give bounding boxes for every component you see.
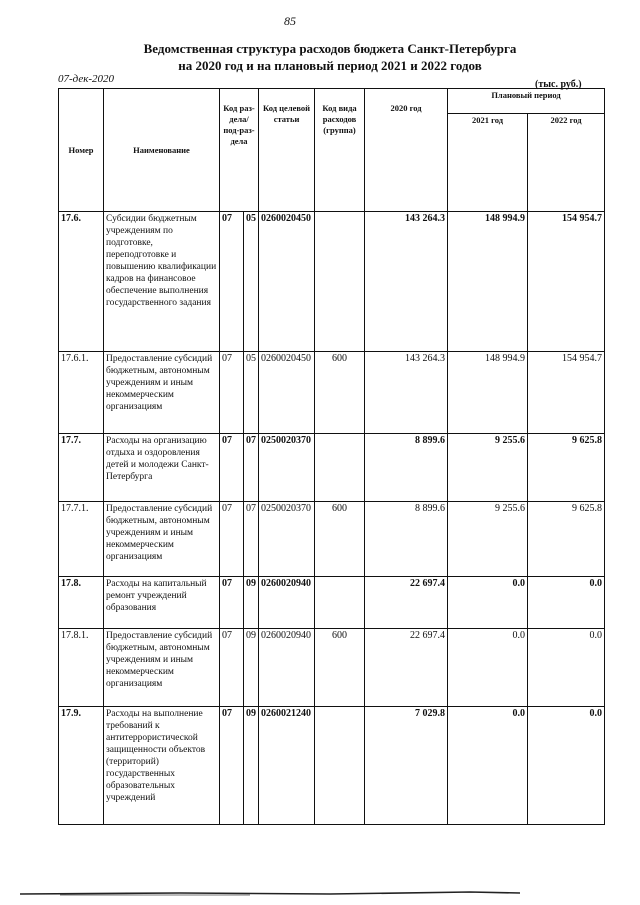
row-name: Расходы на выполнение требований к антитеррористической защищенности объектов (территорий) государственных образовательных учреждений <box>104 707 220 825</box>
scan-edge-mark <box>0 889 640 897</box>
row-2021: 148 994.9 <box>448 352 528 434</box>
units-label: (тыс. руб.) <box>535 79 582 90</box>
table-row <box>59 629 605 707</box>
row-target: 0250020370 <box>259 502 315 577</box>
row-subsection: 09 <box>244 629 259 707</box>
header-number: Номер <box>59 89 104 212</box>
row-expense: 600 <box>315 502 365 577</box>
row-2020: 7 029.8 <box>365 707 448 825</box>
row-expense <box>315 577 365 629</box>
row-number: 17.7. <box>59 434 104 502</box>
row-2021: 148 994.9 <box>448 212 528 352</box>
row-expense: 600 <box>315 629 365 707</box>
row-2020: 22 697.4 <box>365 629 448 707</box>
page-number: 85 <box>284 14 296 28</box>
row-2020: 22 697.4 <box>365 577 448 629</box>
row-target: 0260021240 <box>259 707 315 825</box>
table-row <box>59 434 605 502</box>
row-section: 07 <box>220 352 244 434</box>
row-2022: 0.0 <box>528 629 605 707</box>
row-target: 0260020450 <box>259 212 315 352</box>
header-2022: 2022 год <box>528 114 605 212</box>
row-number: 17.8.1. <box>59 629 104 707</box>
row-subsection: 09 <box>244 707 259 825</box>
row-2022: 9 625.8 <box>528 434 605 502</box>
row-target: 0260020940 <box>259 577 315 629</box>
header-2021: 2021 год <box>448 114 528 212</box>
row-number: 17.9. <box>59 707 104 825</box>
row-2021: 9 255.6 <box>448 502 528 577</box>
row-expense <box>315 212 365 352</box>
row-name: Предоставление субсидий бюджетным, автономным учреждениям и иным некоммерческим организациям <box>104 352 220 434</box>
row-2020: 143 264.3 <box>365 212 448 352</box>
row-name: Предоставление субсидий бюджетным, автономным учреждениям и иным некоммерческим организациям <box>104 502 220 577</box>
row-number: 17.6. <box>59 212 104 352</box>
row-target: 0250020370 <box>259 434 315 502</box>
table-row <box>59 707 605 825</box>
row-section: 07 <box>220 212 244 352</box>
row-subsection: 07 <box>244 502 259 577</box>
row-name: Расходы на организацию отдыха и оздоровления детей и молодежи Санкт-Петербурга <box>104 434 220 502</box>
row-2022: 0.0 <box>528 707 605 825</box>
row-target: 0260020940 <box>259 629 315 707</box>
row-subsection: 05 <box>244 212 259 352</box>
row-name: Субсидии бюджетным учреждениям по подготовке, переподготовке и повышению квалификации кадров на финансовое обеспечение выполнения государственного задания <box>104 212 220 352</box>
header-section: Код раз-дела/ под-раз-дела <box>220 89 259 212</box>
row-number: 17.6.1. <box>59 352 104 434</box>
header-2020: 2020 год <box>365 89 448 212</box>
row-2022: 0.0 <box>528 577 605 629</box>
table-row <box>59 212 605 352</box>
row-2021: 0.0 <box>448 629 528 707</box>
row-section: 07 <box>220 707 244 825</box>
title-line-2: на 2020 год и на плановый период 2021 и 2022 годов <box>178 58 482 73</box>
row-2022: 154 954.7 <box>528 352 605 434</box>
row-2021: 0.0 <box>448 707 528 825</box>
row-name: Предоставление субсидий бюджетным, автономным учреждениям и иным некоммерческим организациям <box>104 629 220 707</box>
row-expense <box>315 707 365 825</box>
row-section: 07 <box>220 434 244 502</box>
row-2022: 154 954.7 <box>528 212 605 352</box>
row-section: 07 <box>220 629 244 707</box>
header-planned-period: Плановый период <box>448 89 605 114</box>
table-row <box>59 502 605 577</box>
table-row <box>59 352 605 434</box>
row-section: 07 <box>220 502 244 577</box>
row-name: Расходы на капитальный ремонт учреждений образования <box>104 577 220 629</box>
row-subsection: 07 <box>244 434 259 502</box>
row-number: 17.8. <box>59 577 104 629</box>
header-name: Наименование <box>104 89 220 212</box>
row-expense: 600 <box>315 352 365 434</box>
row-subsection: 05 <box>244 352 259 434</box>
document-title <box>60 40 600 74</box>
row-subsection: 09 <box>244 577 259 629</box>
table-row <box>59 577 605 629</box>
document-date: 07-дек-2020 <box>58 73 115 85</box>
row-number: 17.7.1. <box>59 502 104 577</box>
row-target: 0260020450 <box>259 352 315 434</box>
budget-table <box>58 88 605 825</box>
row-expense <box>315 434 365 502</box>
header-target: Код целевой статьи <box>259 89 315 212</box>
header-expense: Код вида расходов (группа) <box>315 89 365 212</box>
row-2021: 9 255.6 <box>448 434 528 502</box>
row-2020: 143 264.3 <box>365 352 448 434</box>
row-2021: 0.0 <box>448 577 528 629</box>
row-2020: 8 899.6 <box>365 502 448 577</box>
row-2020: 8 899.6 <box>365 434 448 502</box>
row-2022: 9 625.8 <box>528 502 605 577</box>
title-line-1: Ведомственная структура расходов бюджета Санкт-Петербурга <box>143 41 517 56</box>
row-section: 07 <box>220 577 244 629</box>
